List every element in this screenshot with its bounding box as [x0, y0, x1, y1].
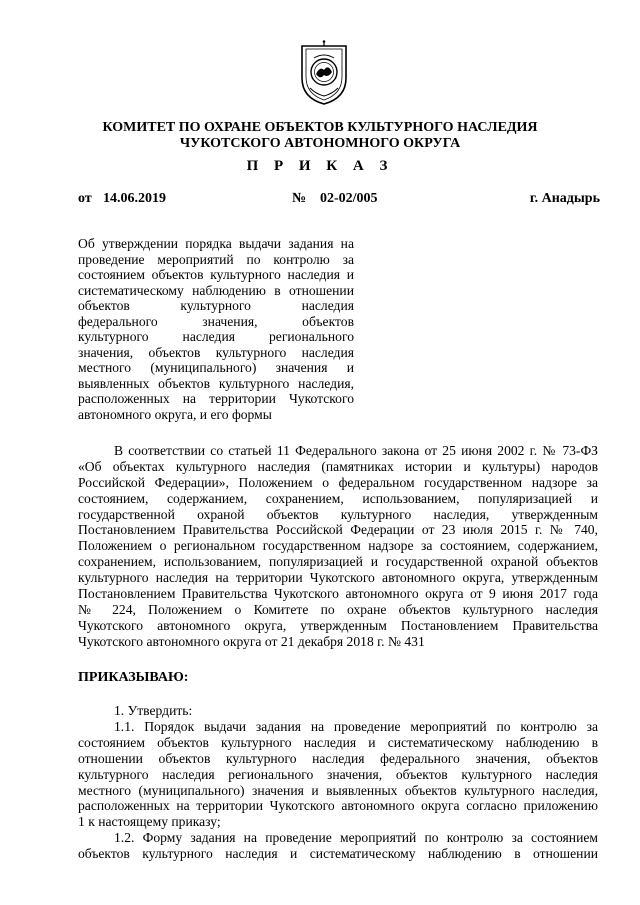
- subject-line: систематическому наблюдению в отношении: [78, 282, 354, 298]
- preamble-line: Чукотского автономного округа, утвержденным Постановлением Правительства: [78, 617, 598, 633]
- preamble-line: Российской Федерации», Положением о федеральном государственном надзоре за: [78, 474, 598, 490]
- preamble-line: Постановлением Правительства Чукотского автономного округа от 9 июня 2017 года: [78, 586, 598, 602]
- item-1-2-paragraph: [78, 830, 598, 862]
- order-number: 02-02/005: [320, 191, 378, 206]
- preamble-line: № 224, Положением о Комитете по охране объектов культурного наследия: [78, 601, 598, 617]
- subject-line: Об утверждении порядка выдачи задания на: [78, 236, 354, 251]
- item-line: местного (муниципального) значения и выявленных объектов культурного наследия,: [78, 782, 598, 798]
- subject-line: выявленных объектов культурного наследия,: [78, 375, 354, 391]
- item-line: объектов культурного наследия и систематическому наблюдению в отношении: [78, 845, 598, 861]
- item-line: расположенных на территории Чукотского автономного округа согласно приложению: [78, 798, 598, 814]
- item-1-paragraph: [78, 703, 598, 719]
- item-line: состоянием объектов культурного наследия и систематическому наблюдению в: [78, 734, 598, 750]
- subject-line: значения, объектов культурного наследия: [78, 344, 354, 360]
- order-heading: ПРИКАЗЫВАЮ:: [78, 670, 189, 685]
- subject-line: автономного округа, и его формы: [78, 406, 272, 422]
- preamble-paragraph: [78, 443, 598, 650]
- preamble-line: В соответствии со статьей 11 Федерального закона от 25 июня 2002 г. № 73-ФЗ: [114, 443, 598, 458]
- item-line: отношении объектов культурного наследия федерального значения, объектов: [78, 750, 598, 766]
- preamble-line: состоянием, содержанием, сохранением, использованием, популяризацией и: [78, 490, 598, 506]
- subject-line: состоянием объектов культурного наследия и: [78, 267, 354, 282]
- organization-name-line2: ЧУКОТСКОГО АВТОНОМНОГО ОКРУГА: [179, 136, 461, 151]
- preamble-line: Постановлением Правительства Российской Федерации от 23 июля 2015 г. № 740,: [78, 522, 598, 538]
- item-line: культурного наследия регионального значения, объектов культурного наследия: [78, 766, 598, 782]
- number-sign: №: [292, 191, 307, 206]
- subject-line: федерального значения, объектов: [78, 313, 354, 329]
- subject-line: культурного наследия регионального: [78, 329, 354, 344]
- subject-line: объектов культурного наследия: [78, 298, 354, 313]
- item-line: 1. Утвердить:: [114, 703, 193, 718]
- order-subject: [78, 236, 354, 422]
- document-type-title: П Р И К А З: [246, 158, 394, 174]
- preamble-line: Положением о региональном государственном надзоре за состоянием, содержанием,: [78, 538, 598, 554]
- preamble-line: культурного наследия на территории Чукотского автономного округа, утвержденным: [78, 570, 598, 586]
- item-line: 1.2. Форму задания на проведение мероприятий по контролю за состоянием: [114, 830, 598, 845]
- date-prefix: от: [78, 191, 92, 206]
- preamble-line: «Об объектах культурного наследия (памятниках истории и культуры) народов: [78, 458, 598, 474]
- preamble-line: государственной охраной объектов культурного наследия, утвержденным: [78, 506, 598, 522]
- city-name: г. Анадырь: [529, 191, 600, 206]
- subject-line: расположенных на территории Чукотского: [78, 391, 354, 406]
- subject-line: местного (муниципального) значения и: [78, 360, 354, 375]
- subject-line: проведение мероприятий по контролю за: [78, 251, 354, 267]
- preamble-line: сохранением, использованием, популяризацией и государственной охраной объектов: [78, 554, 598, 570]
- organization-name-line1: КОМИТЕТ ПО ОХРАНЕ ОБЪЕКТОВ КУЛЬТУРНОГО НАСЛЕДИЯ: [102, 120, 538, 135]
- preamble-line: Чукотского автономного округа от 21 декабря 2018 г. № 431: [78, 633, 425, 649]
- item-line: 1 к настоящему приказу;: [78, 814, 221, 830]
- coat-of-arms-emblem: [296, 40, 352, 108]
- item-line: 1.1. Порядок выдачи задания на проведение мероприятий по контролю за: [114, 719, 598, 734]
- item-1-1-paragraph: [78, 719, 598, 830]
- order-date: 14.06.2019: [103, 191, 166, 206]
